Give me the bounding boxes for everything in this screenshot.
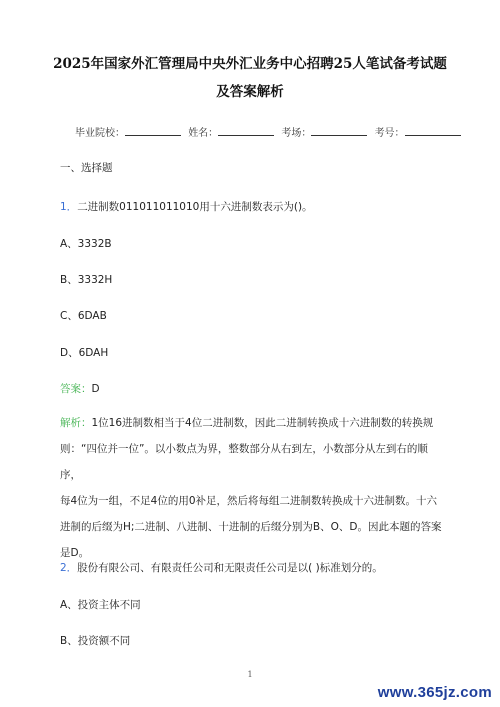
info-name: 姓名： [188, 124, 274, 139]
candidate-info-row [75, 124, 435, 139]
question-1-option-c: C、6DAB [60, 310, 107, 322]
analysis-line: 进制的后缀为H;二进制、八进制、十进制的后缀分别为B、O、D。因此本题的答案 [60, 521, 442, 533]
analysis-label: 解析： [60, 417, 92, 429]
question-2-number: 2． [60, 562, 78, 574]
section-heading: 一、选择题 [60, 162, 113, 174]
question-1 [60, 199, 313, 214]
exam-number-blank [405, 126, 461, 136]
page-number: 1 [247, 670, 253, 679]
question-1-number: 1． [60, 201, 78, 213]
question-1-option-a: A、3332B [60, 238, 112, 250]
document-title-line1: 2025年国家外汇管理局中央外汇业务中心招聘25人笔试备考试题 [53, 56, 447, 72]
analysis-line: 每4位为一组，不足4位的用0补足，然后将每组二进制数转换成十六进制数。十六 [60, 495, 438, 507]
school-blank [125, 126, 181, 136]
question-1-answer [60, 381, 100, 396]
question-1-option-d: D、6DAH [60, 347, 109, 359]
info-exam-room: 考场： [281, 124, 367, 139]
document-title-line2: 及答案解析 [216, 84, 284, 100]
analysis-line: 则：“四位并一位”。以小数点为界，整数部分从右到左，小数部分从左到右的顺序， [60, 443, 428, 481]
analysis-line: 解析：1位16进制数相当于4位二进制数，因此二进制转换成十六进制数的转换规 [60, 417, 434, 429]
info-school: 毕业院校： [75, 124, 181, 139]
question-2-option-b: B、投资额不同 [60, 635, 131, 647]
question-1-option-b: B、3332H [60, 274, 113, 286]
answer-label: 答案： [60, 383, 92, 395]
question-2-text: 股份有限公司、有限责任公司和无限责任公司是以( )标准划分的。 [77, 562, 383, 574]
site-watermark: www.365jz.com [377, 684, 492, 701]
question-1-analysis [60, 410, 445, 566]
info-exam-number: 考号： [375, 124, 461, 139]
answer-value: D [91, 383, 100, 395]
question-1-text: 二进制数011011011010用十六进制数表示为()。 [77, 201, 313, 213]
exam-room-blank [311, 126, 367, 136]
question-2 [60, 560, 383, 575]
name-blank [218, 126, 274, 136]
analysis-line: 是D。 [60, 547, 90, 559]
question-2-option-a: A、投资主体不同 [60, 599, 141, 611]
